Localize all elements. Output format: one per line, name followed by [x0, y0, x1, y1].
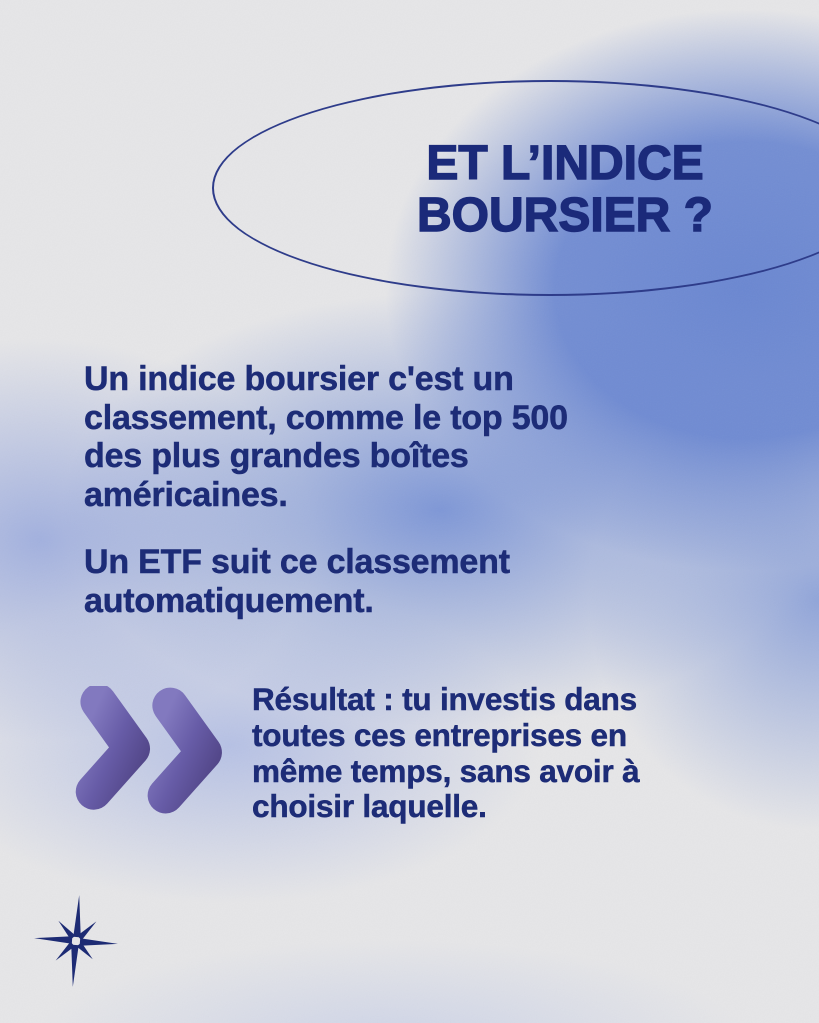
intro-line-3: des plus grandes boîtes [84, 437, 469, 475]
result-paragraph [252, 682, 692, 825]
double-chevron-right-icon [74, 686, 242, 818]
compass-star-icon [28, 893, 124, 989]
result-line-3: même temps, sans avoir à [252, 752, 640, 789]
page-title [405, 138, 725, 242]
intro-line-2: classement, comme le top 500 [84, 398, 568, 437]
etf-paragraph [84, 543, 644, 620]
result-line-4: choisir laquelle. [252, 788, 487, 825]
intro-paragraph [84, 360, 644, 514]
intro-line-4: américaines. [84, 475, 288, 514]
title-line-1: ET L’INDICE [426, 137, 704, 190]
result-line-2: toutes ces entreprises en [252, 716, 627, 753]
etf-line-2: automatiquement. [84, 581, 374, 620]
result-line-1: Résultat : tu investis dans [252, 681, 637, 717]
intro-line-1: Un indice boursier c'est un [84, 360, 514, 398]
title-line-2: BOURSIER ? [416, 189, 713, 242]
etf-line-1: Un ETF suit ce classement [84, 543, 510, 581]
